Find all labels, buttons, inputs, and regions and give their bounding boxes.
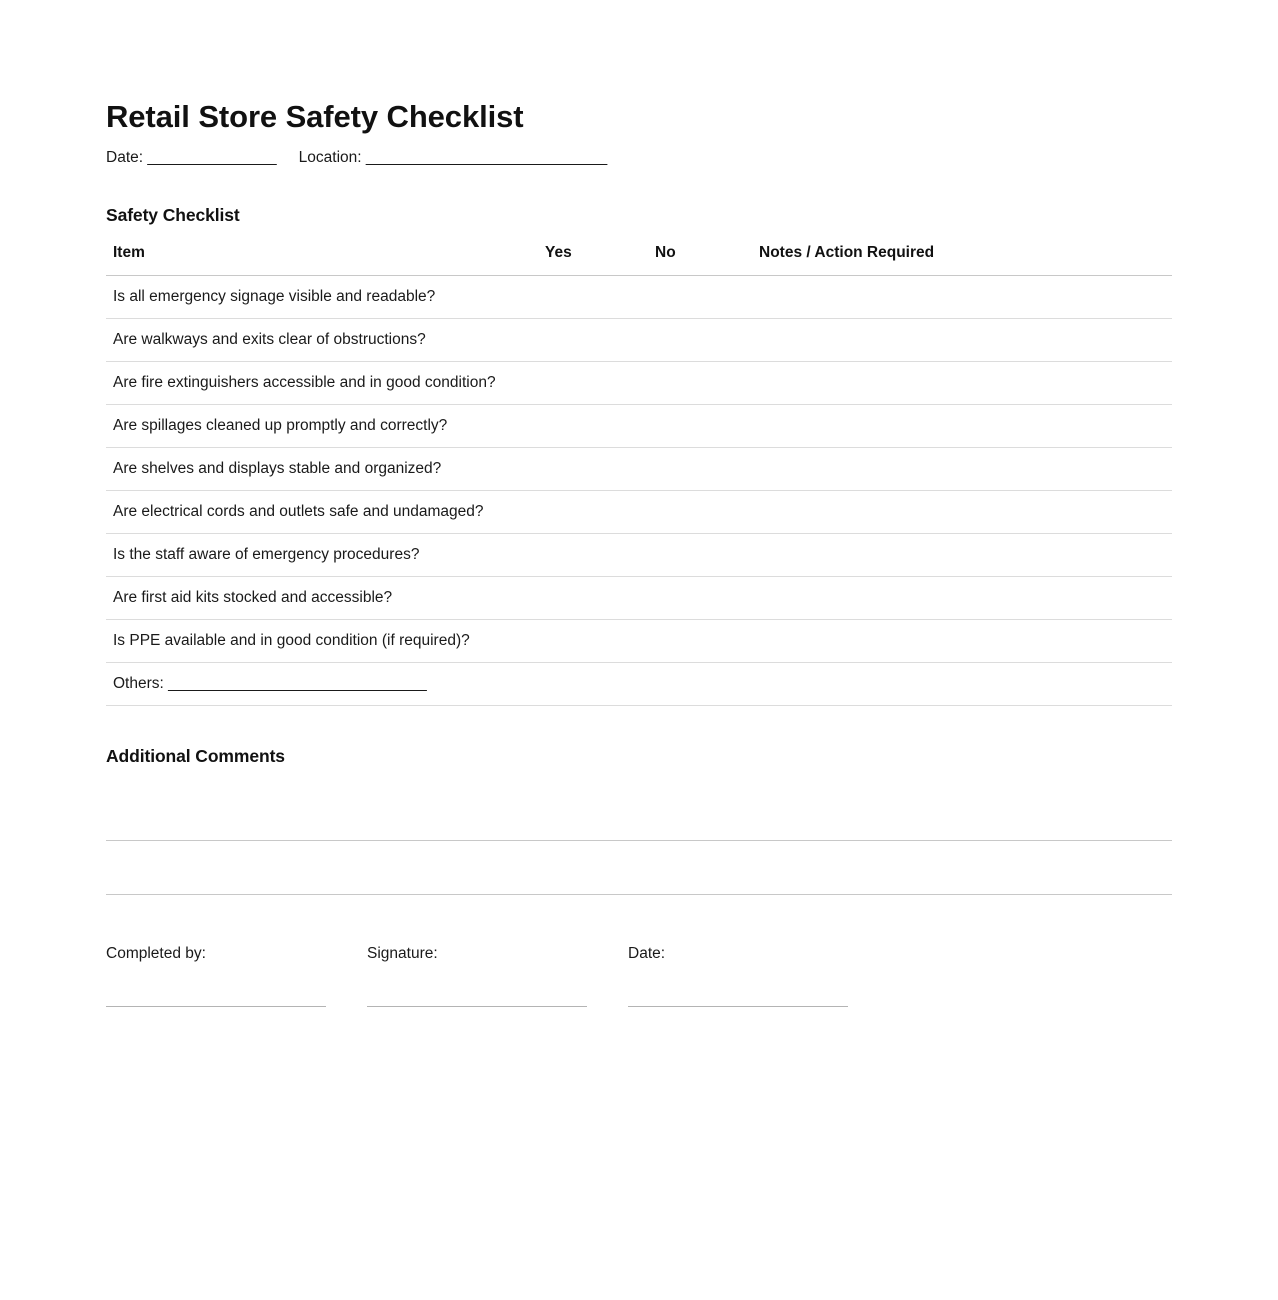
table-row <box>106 663 1172 706</box>
document-meta-line <box>106 149 1172 168</box>
table-row <box>106 491 1172 534</box>
checklist-notes-cell[interactable] <box>752 577 1172 620</box>
signoff-input-line[interactable] <box>628 1006 848 1007</box>
table-row <box>106 362 1172 405</box>
table-row <box>106 577 1172 620</box>
page-title: Retail Store Safety Checklist <box>106 99 524 134</box>
checklist-no-cell[interactable] <box>648 448 752 491</box>
checklist-yes-cell[interactable] <box>538 620 648 663</box>
checklist-yes-cell[interactable] <box>538 405 648 448</box>
checklist-yes-cell[interactable] <box>538 577 648 620</box>
checklist-no-cell[interactable] <box>648 362 752 405</box>
checklist-item-label: Is the staff aware of emergency procedures? <box>106 534 538 577</box>
comment-writing-line[interactable] <box>106 841 1172 895</box>
checklist-others-field[interactable]: Others: ______________________________ <box>106 663 538 706</box>
checklist-notes-cell[interactable] <box>752 534 1172 577</box>
table-row <box>106 620 1172 663</box>
checklist-no-cell[interactable] <box>648 405 752 448</box>
checklist-yes-cell[interactable] <box>538 491 648 534</box>
column-header-notes: Notes / Action Required <box>752 244 1172 276</box>
signoff-label: Date: <box>628 945 666 963</box>
checklist-no-cell[interactable] <box>648 319 752 362</box>
safety-checklist-table <box>106 244 1172 706</box>
checklist-yes-cell[interactable] <box>538 534 648 577</box>
signoff-row <box>106 945 1172 1007</box>
safety-checklist-heading: Safety Checklist <box>106 205 240 226</box>
checklist-no-cell[interactable] <box>648 534 752 577</box>
checklist-yes-cell[interactable] <box>538 448 648 491</box>
checklist-item-label: Are first aid kits stocked and accessible? <box>106 577 538 620</box>
checklist-notes-cell[interactable] <box>752 620 1172 663</box>
checklist-item-label: Are spillages cleaned up promptly and correctly? <box>106 405 538 448</box>
checklist-item-label: Is all emergency signage visible and readable? <box>106 276 538 319</box>
checklist-yes-cell[interactable] <box>538 663 648 706</box>
signoff-field-date <box>628 945 848 1007</box>
checklist-notes-cell[interactable] <box>752 276 1172 319</box>
signoff-label: Signature: <box>367 945 438 963</box>
checklist-yes-cell[interactable] <box>538 362 648 405</box>
checklist-notes-cell[interactable] <box>752 491 1172 534</box>
checklist-item-label: Is PPE available and in good condition (if required)? <box>106 620 538 663</box>
checklist-yes-cell[interactable] <box>538 319 648 362</box>
date-field-blank[interactable]: Date: _______________ <box>106 148 277 166</box>
checklist-yes-cell[interactable] <box>538 276 648 319</box>
checklist-notes-cell[interactable] <box>752 362 1172 405</box>
additional-comments-heading: Additional Comments <box>106 746 285 767</box>
table-row <box>106 319 1172 362</box>
table-row <box>106 405 1172 448</box>
comment-writing-line[interactable] <box>106 787 1172 841</box>
column-header-no: No <box>648 244 752 276</box>
checklist-item-label: Are fire extinguishers accessible and in good condition? <box>106 362 538 405</box>
location-field-blank[interactable]: Location: ____________________________ <box>298 148 608 166</box>
signoff-field-completed-by <box>106 945 326 1007</box>
table-row <box>106 448 1172 491</box>
checklist-no-cell[interactable] <box>648 577 752 620</box>
column-header-yes: Yes <box>538 244 648 276</box>
checklist-notes-cell[interactable] <box>752 663 1172 706</box>
table-row <box>106 534 1172 577</box>
signoff-input-line[interactable] <box>106 1006 326 1007</box>
checklist-notes-cell[interactable] <box>752 405 1172 448</box>
checklist-no-cell[interactable] <box>648 663 752 706</box>
checklist-notes-cell[interactable] <box>752 448 1172 491</box>
checklist-item-label: Are electrical cords and outlets safe and undamaged? <box>106 491 538 534</box>
table-header-row <box>106 244 1172 276</box>
column-header-item: Item <box>106 244 538 276</box>
checklist-no-cell[interactable] <box>648 491 752 534</box>
checklist-item-label: Are shelves and displays stable and organized? <box>106 448 538 491</box>
signoff-label: Completed by: <box>106 945 206 963</box>
signoff-field-signature <box>367 945 587 1007</box>
table-row <box>106 276 1172 319</box>
additional-comments-section <box>106 746 1172 895</box>
checklist-notes-cell[interactable] <box>752 319 1172 362</box>
checklist-item-label: Are walkways and exits clear of obstructions? <box>106 319 538 362</box>
checklist-no-cell[interactable] <box>648 620 752 663</box>
signoff-input-line[interactable] <box>367 1006 587 1007</box>
checklist-no-cell[interactable] <box>648 276 752 319</box>
